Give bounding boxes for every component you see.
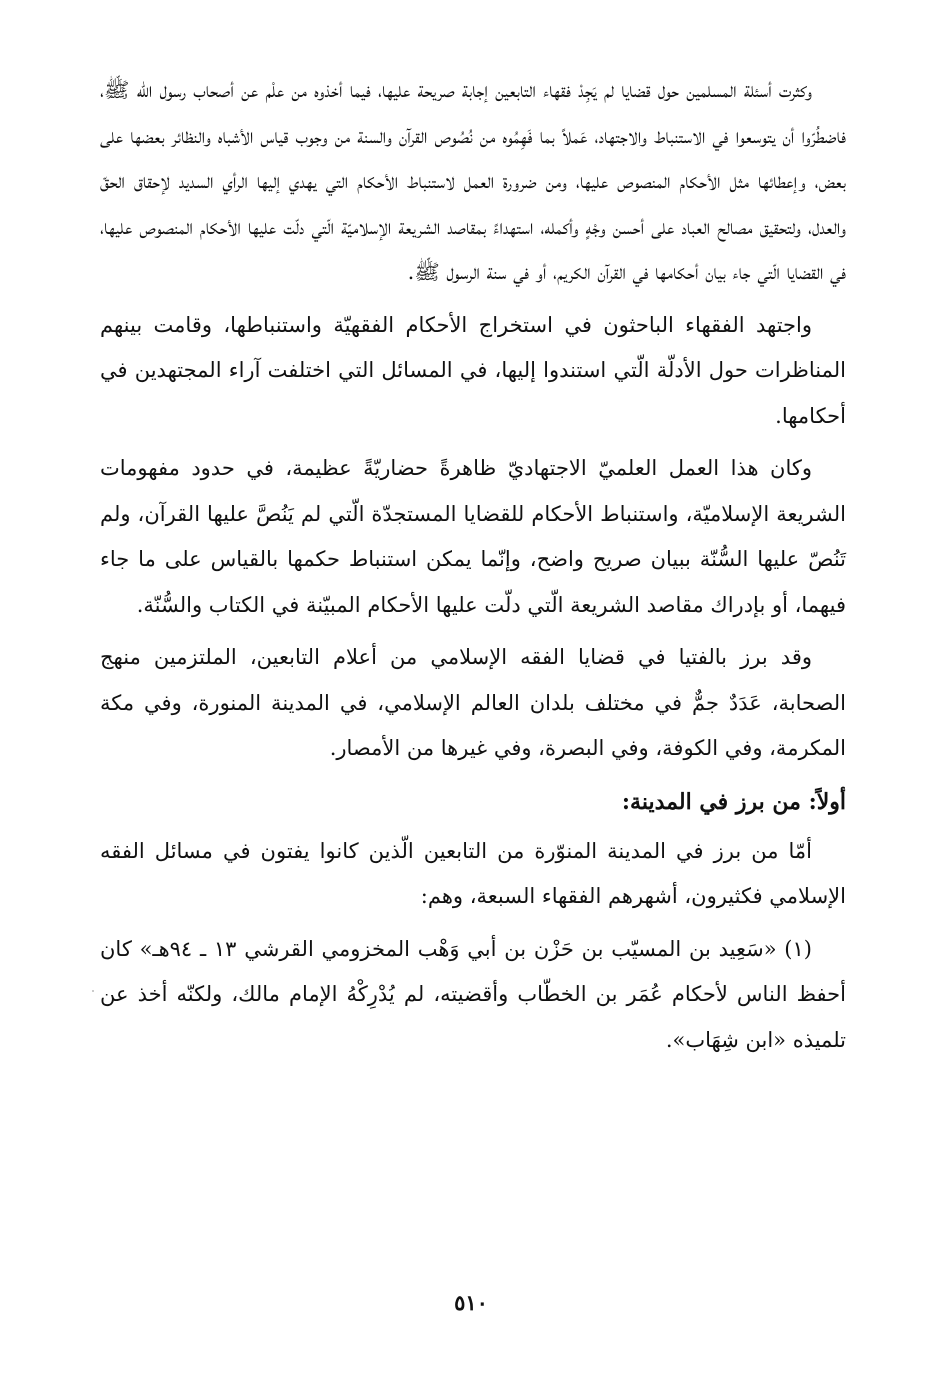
paragraph-3: وكان هذا العمل العلميّ الاجتهاديّ ظاهرةً حضاريّةً عظيمة، في حدود مفهومات الشريعة الإسلاميّة، واستنباط الأحكام للقضايا المستجدّة الّتي لم يَنُصَّ عليها القرآن، ولم تَنُصّ عليها السُّنّة ببيان صريح واضح، وإنّما يمكن استنباط حكمها بالقياس على ما جاء فيهما، أو بإدراك مقاصد الشريعة الّتي دلّت عليها الأحكام المبيّنة في الكتاب والسُّنّة.: [100, 456, 846, 617]
paragraph-5: أمّا من برز في المدينة المنوّرة من التابعين الّذين كانوا يفتون في مسائل الفقه الإسلامي فكثيرون، أشهرهم الفقهاء السبعة، وهم:: [100, 838, 846, 908]
paragraph-6: (١) «سَعِيد بن المسيّب بن حَزْن بن أبي وَهْب المخزومي القرشي ١٣ ـ ٩٤هـ» كان أحفظ الناس لأحكام عُمَر بن الخطّاب وأقضيته، لم يُدْرِكْهُ الإمام مالك، ولكنّه أخذ عن تلميذه «ابن شِهَاب».: [100, 936, 846, 1052]
scan-speck: [92, 990, 94, 992]
paragraph-4: وقد برز بالفتيا في قضايا الفقه الإسلامي من أعلام التابعين، الملتزمين منهج الصحابة، عَدَدٌ جمٌّ في مختلف بلدان العالم الإسلامي، في المدينة المنورة، وفي مكة المكرمة، وفي الكوفة، وفي البصرة، وفي غيرها من الأمصار.: [100, 645, 846, 760]
paragraph-1: وكثرت أسئلة المسلمين حول قضايا لم يَجِدْ فقهاء التابعين إجابة صريحة عليها، فيما أخذوه من علْم عن أصحاب رسول الله ﷺ، فاضطُرّوا أن يتوسعوا في الاستنباط والاجتهاد، عَملاً بما فَهِمُوه من نُصُوص القرآن والسنة من وجوب قياس الأشباه والنظائر بعضها على بعض، وإعطائها مثل الأحكام المنصوص عليها، ومن ضرورة العمل لاستنباط الأحكام التي يهدي إليها الرأي السديد لإحقاق الحقّ والعدل، ولتحقيق مصالح العباد على أحسن وجْهٍ وأكمله، استهداءً بمقاصد الشريعة الإسلاميّة الّتي دلّت عليها الأحكام المنصوص عليها، في القضايا الّتي جاء بيان أحكامها في القرآن الكريم، أو في سنة الرسول ﷺ.: [100, 78, 846, 284]
section-heading: أولاً: من برز في المدينة:: [621, 788, 846, 815]
page-body: [100, 68, 846, 1070]
paragraph-2: واجتهد الفقهاء الباحثون في استخراج الأحكام الفقهيّة واستنباطها، وقامت بينهم المناظرات حول الأدلّة الّتي استندوا إليها، في المسائل التي اختلفت آراء المجتهدين في أحكامها.: [100, 312, 846, 428]
page-number: ٥١٠: [454, 1290, 488, 1315]
